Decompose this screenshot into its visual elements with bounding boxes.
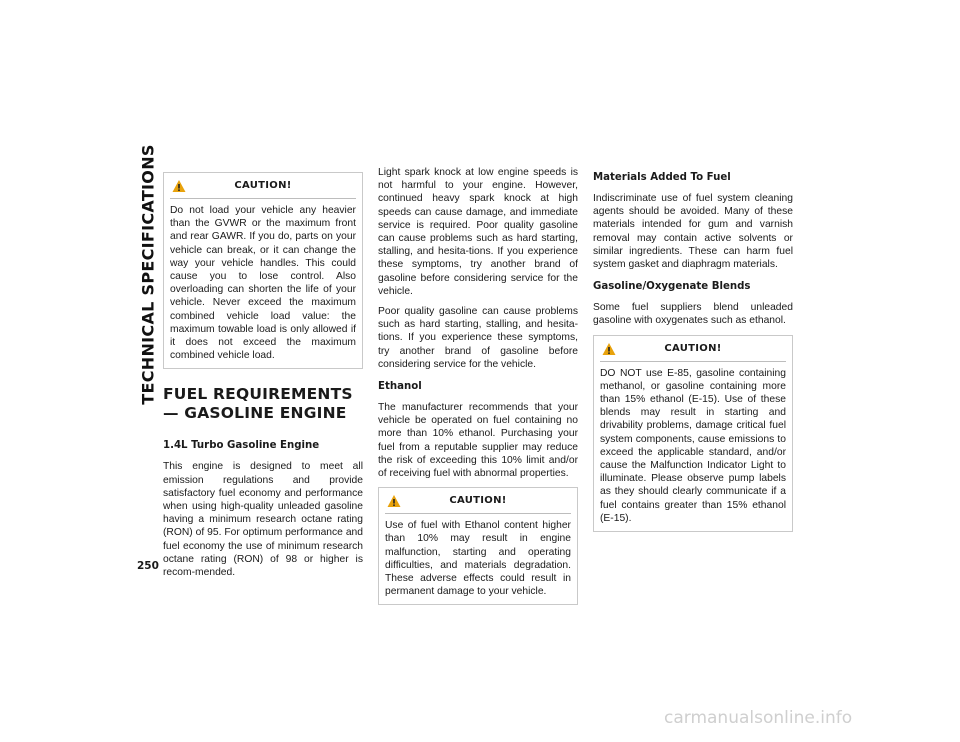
column-1 — [163, 172, 363, 586]
caution-header — [385, 488, 571, 514]
paragraph-spark-knock: Light spark knock at low engine speeds is not harmful to your engine. However, continued heavy spark knock at high speeds can cause damage, and immediate service is required. Poor quality gasoline can cause problems such as hard starting, stalling, and hesita-tions. If you experience these symptoms, try another brand of gasoline before considering service for the vehicle. — [378, 167, 578, 297]
subheading-materials-added: Materials Added To Fuel — [593, 172, 731, 183]
caution-text: Do not load your vehicle any heavier than the GVWR or the maximum front and rear GAWR. If you do, parts on your vehicle can break, or it can change the way your vehicle handles. This could cause you to lose control. Also overloading can shorten the life of your vehicle. Never exceed the maximum combined vehicle load value: the maximum towable load is only allowed if it does not exceed the maximum combined vehicle load. — [170, 205, 356, 362]
section-side-title-text: TECHNICAL SPECIFICATIONS — [138, 143, 158, 405]
column-3 — [593, 172, 793, 540]
caution-header — [600, 336, 786, 362]
caution-box-ethanol — [378, 487, 578, 605]
paragraph-oxygenate-blends: Some fuel suppliers blend unleaded gasoline with oxygenates such as ethanol. — [593, 302, 793, 327]
footer-watermark-url: carmanualsonline.info — [664, 708, 853, 728]
caution-box-e85 — [593, 335, 793, 532]
caution-title: CAUTION! — [664, 342, 722, 354]
caution-title: CAUTION! — [234, 180, 292, 191]
caution-box-load — [163, 172, 363, 369]
column-2 — [378, 166, 578, 613]
paragraph-engine-octane: This engine is designed to meet all emission regulations and provide satisfactory fuel economy and performance when using high-quality unleaded gasoline having a minimum research octane rating (RON) of 95. For optimum performance and fuel economy the use of minimum research octane rating (RON) of 98 or higher is recom-mended. — [163, 461, 363, 579]
section-side-title — [136, 143, 160, 405]
paragraph-ethanol: The manufacturer recommends that your vehicle be operated on fuel containing no more than 10% ethanol. Purchasing your fuel from a reputable supplier may reduce the risk of exceeding this 10% limit and/or of receiving fuel with abnormal properties. — [378, 402, 578, 480]
caution-title: CAUTION! — [449, 495, 507, 507]
paragraph-materials-added: Indiscriminate use of fuel system cleaning agents should be avoided. Many of these materials intended for gum and varnish removal may contain active solvents or similar ingredients. These can harm fuel system gasket and diaphragm materials. — [593, 193, 793, 271]
caution-text: DO NOT use E-85, gasoline containing methanol, or gasoline containing more than 15% ethanol (E-15). Use of these blends may result in starting and drivability problems, damage critical fuel system components, cause emissions to exceed the applicable standard, and/or cause the Malfunction Indicator Light to illuminate. Please observe pump labels as they should clearly communicate if a fuel contains greater than 15% ethanol (E-15). — [600, 367, 786, 524]
caution-text: Use of fuel with Ethanol content higher than 10% may result in engine malfunction, starting and operating difficulties, and materials degradation. These adverse effects could result in permanent damage to your vehicle. — [385, 520, 571, 598]
subheading-ethanol: Ethanol — [378, 381, 422, 393]
subheading-turbo-engine: 1.4L Turbo Gasoline Engine — [163, 440, 320, 452]
paragraph-poor-quality: Poor quality gasoline can cause problems such as hard starting, stalling, and hesita-tions. If you experience these symptoms, try another brand of gasoline before considering service for the vehicle. — [378, 306, 578, 370]
section-heading: FUEL REQUIREMENTS — GASOLINE ENGINE — [163, 385, 353, 423]
page-number: 250 — [137, 560, 159, 572]
subheading-oxygenate-blends: Gasoline/Oxygenate Blends — [593, 281, 751, 293]
caution-header — [170, 173, 356, 199]
